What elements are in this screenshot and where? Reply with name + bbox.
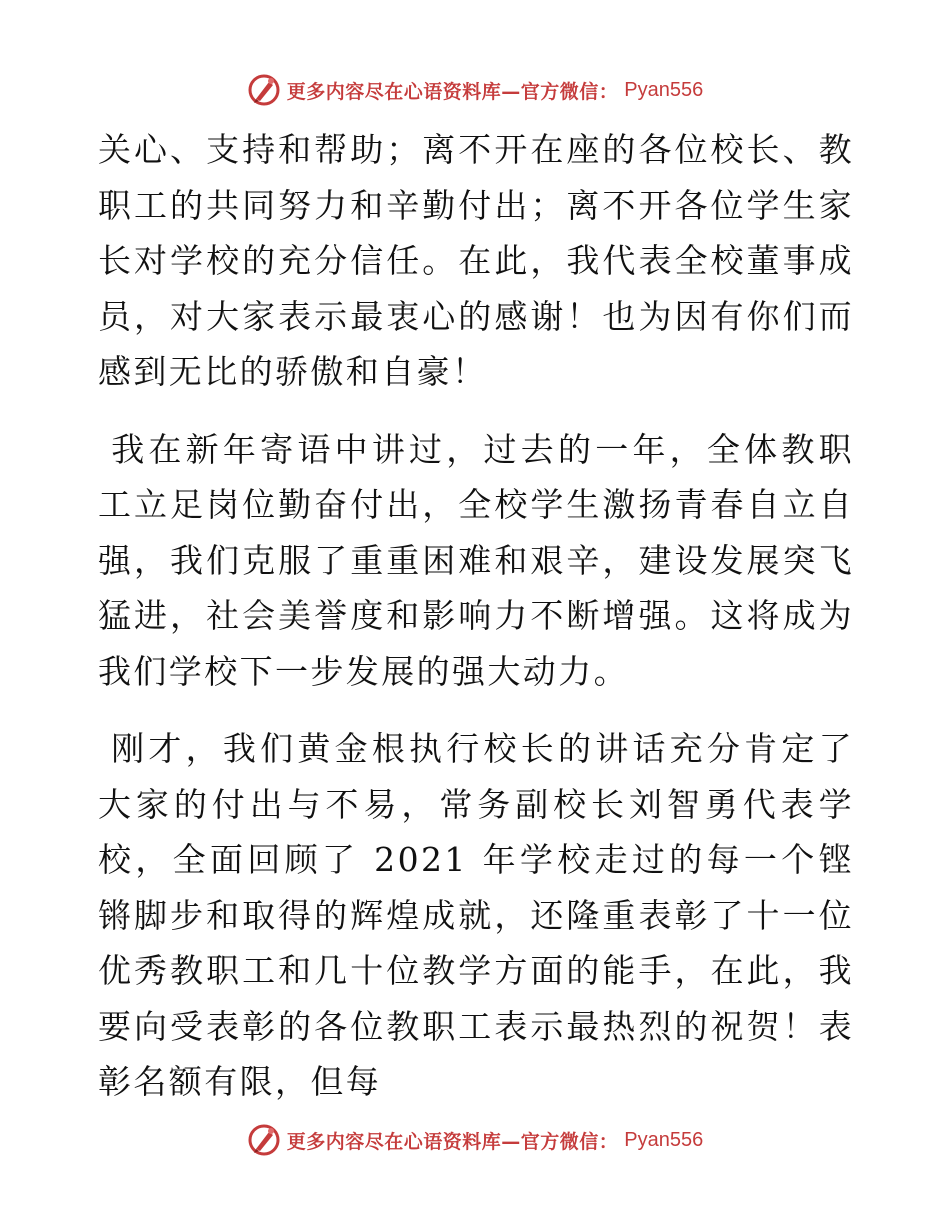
watermark-text: 更多内容尽在心语资料库—官方微信：	[286, 1130, 619, 1153]
watermark-account: Pyan556	[624, 78, 704, 101]
pen-logo-icon	[247, 73, 281, 107]
paragraph-2: 我在新年寄语中讲过，过去的一年，全体教职工立足岗位勤奋付出，全校学生激扬青春自立自强，我们克服了重重困难和艰辛，建设发展突飞猛进，社会美誉度和影响力不断增强。这将成为我们学校下一步发展的强大动力。	[98, 429, 854, 691]
pen-logo-icon	[247, 1123, 281, 1157]
document-body	[98, 122, 854, 1132]
header-watermark	[0, 72, 950, 108]
footer-watermark	[0, 1122, 950, 1158]
paragraph-1: 关心、支持和帮助；离不开在座的各位校长、教职工的共同努力和辛勤付出；离不开各位学生家长对学校的充分信任。在此，我代表全校董事成员，对大家表示最衷心的感谢！也为因有你们而感到无比的骄傲和自豪！	[98, 130, 854, 391]
watermark-text: 更多内容尽在心语资料库—官方微信：	[286, 80, 619, 103]
watermark-account: Pyan556	[624, 1128, 704, 1151]
paragraph-3: 刚才，我们黄金根执行校长的讲话充分肯定了大家的付出与不易，常务副校长刘智勇代表学校，全面回顾了 2021 年学校走过的每一个铿锵脚步和取得的辉煌成就，还隆重表彰了十一位优秀教职工和几十位教学方面的能手，在此，我要向受表彰的各位教职工表示最热烈的祝贺！表彰名额有限，但每	[98, 729, 854, 1101]
